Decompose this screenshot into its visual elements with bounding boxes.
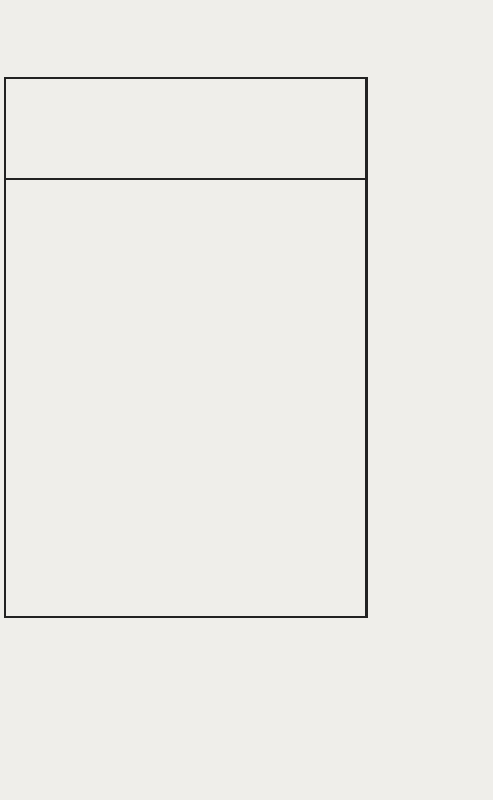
chronology-table xyxy=(4,77,368,618)
table-header xyxy=(6,79,365,180)
